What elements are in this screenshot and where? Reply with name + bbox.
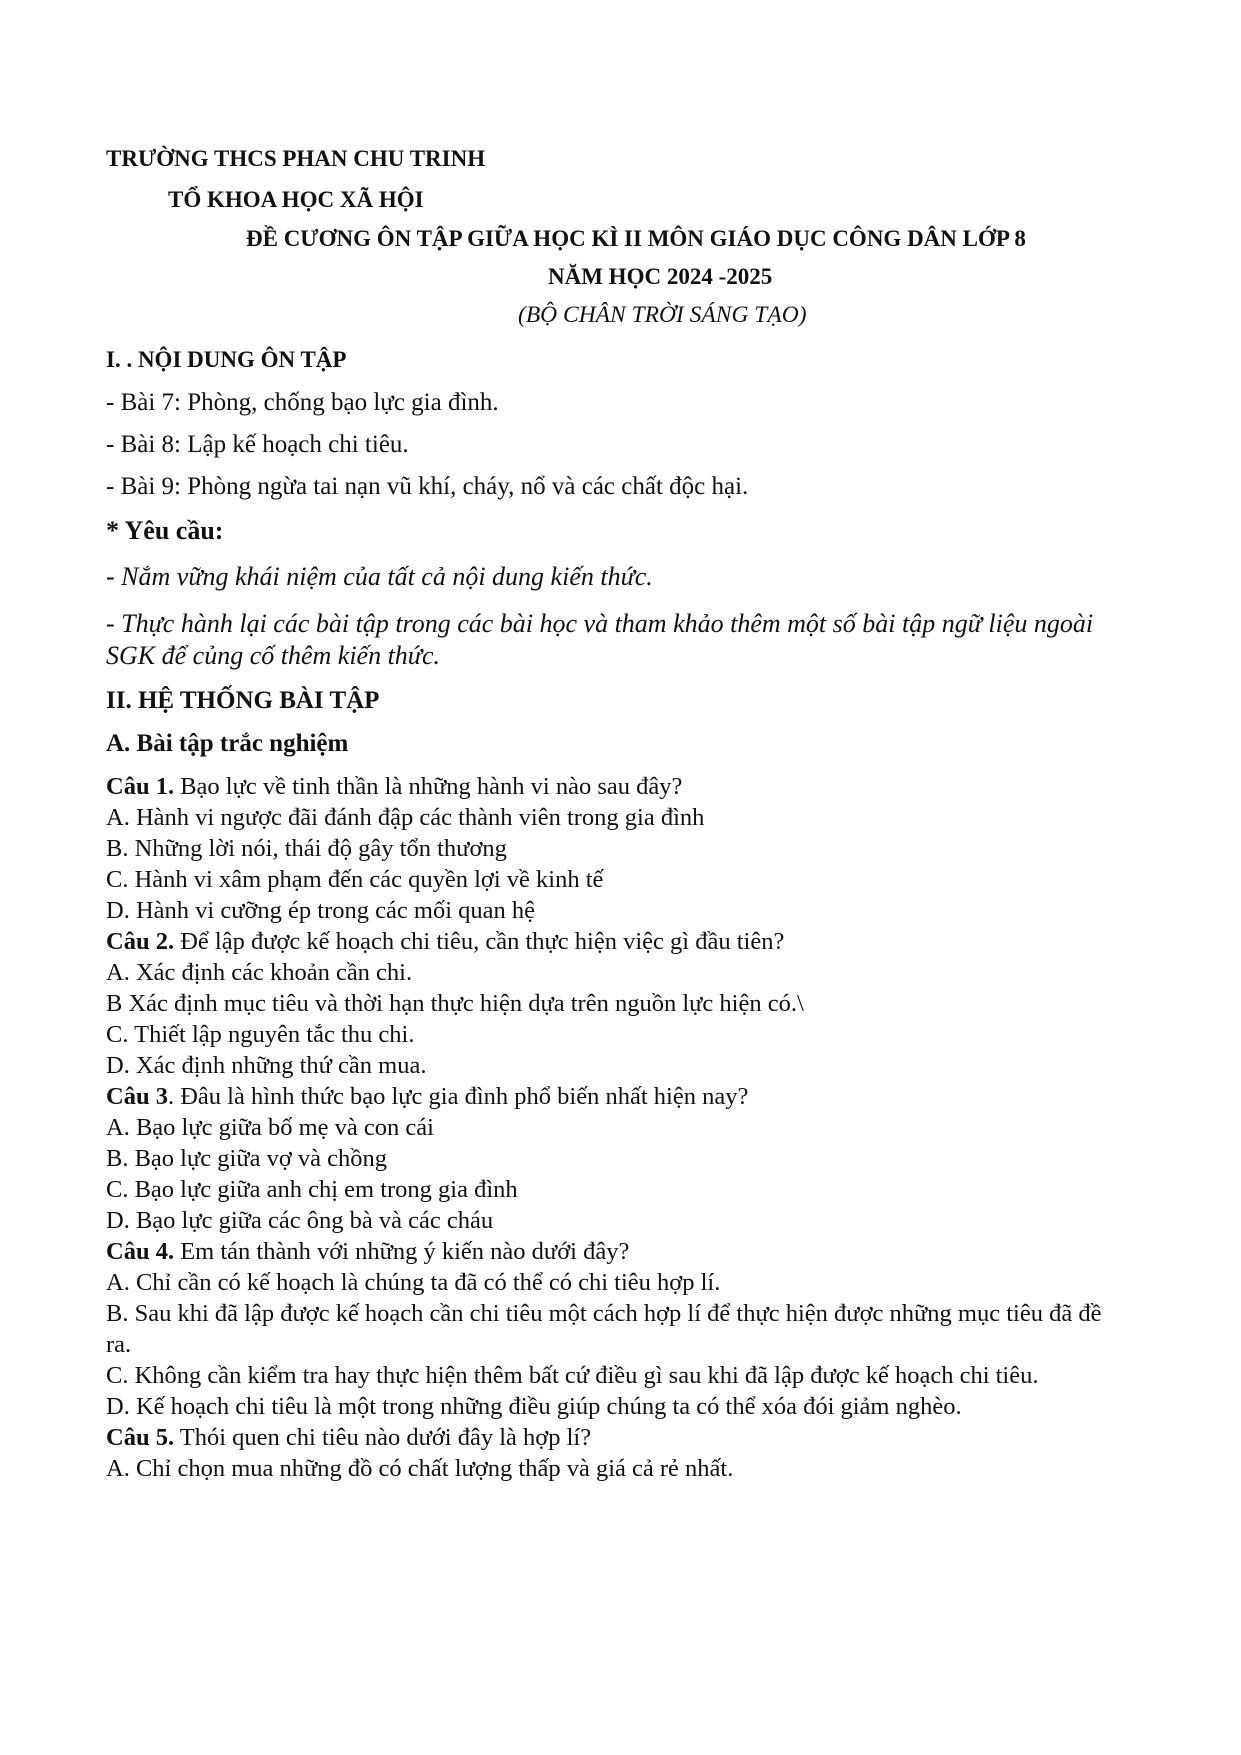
school-year: NĂM HỌC 2024 -2025 [548,264,773,289]
document-title: ĐỀ CƯƠNG ÔN TẬP GIỮA HỌC KÌ II MÔN GIÁO DỤC CÔNG DÂN LỚP 8 [246,226,1026,251]
question-3 [106,1082,748,1112]
question-label: Câu 3 [106,1083,168,1110]
answer-option: D. Xác định những thứ cần mua. [106,1052,427,1079]
textbook-series: (BỘ CHÂN TRỜI SÁNG TẠO) [518,302,807,328]
section2-heading: II. HỆ THỐNG BÀI TẬP [106,687,380,714]
requirement-item: - Nắm vững khái niệm của tất cả nội dung kiến thức. [106,562,653,591]
answer-option: B Xác định mục tiêu và thời hạn thực hiện dựa trên nguồn lực hiện có.\ [106,990,804,1017]
answer-option: A. Hành vi ngược đãi đánh đập các thành viên trong gia đình [106,804,705,831]
question-1 [106,772,682,802]
answer-option: D. Kế hoạch chi tiêu là một trong những điều giúp chúng ta có thể xóa đói giảm nghèo. [106,1393,962,1420]
question-text: Thói quen chi tiêu nào dưới đây là hợp lí? [174,1424,592,1451]
question-text: Em tán thành với những ý kiến nào dưới đây? [174,1238,630,1265]
answer-option: C. Hành vi xâm phạm đến các quyền lợi về kinh tế [106,866,604,893]
requirement-item-continued: SGK để củng cố thêm kiến thức. [106,641,441,670]
answer-option: D. Hành vi cưỡng ép trong các mối quan hệ [106,897,536,924]
question-5 [106,1423,591,1453]
answer-option: D. Bạo lực giữa các ông bà và các cháu [106,1207,494,1234]
answer-option: C. Không cần kiểm tra hay thực hiện thêm bất cứ điều gì sau khi đã lập được kế hoạch chi tiêu. [106,1362,1039,1389]
answer-option-continued: ra. [106,1331,132,1358]
question-2 [106,927,784,957]
question-4 [106,1237,629,1267]
requirements-heading: * Yêu cầu: [106,516,224,545]
answer-option: B. Những lời nói, thái độ gây tổn thương [106,835,507,862]
school-name: TRƯỜNG THCS PHAN CHU TRINH [106,146,486,171]
lesson-item: - Bài 8: Lập kế hoạch chi tiêu. [106,431,409,458]
question-text: Để lập được kế hoạch chi tiêu, cần thực hiện việc gì đầu tiên? [174,928,785,955]
answer-option: B. Sau khi đã lập được kế hoạch cần chi tiêu một cách hợp lí để thực hiện được những mục tiêu đã đề [106,1300,1102,1327]
answer-option: B. Bạo lực giữa vợ và chồng [106,1145,388,1172]
answer-option: A. Xác định các khoản cần chi. [106,959,413,986]
question-label: Câu 2. [106,928,175,955]
requirement-item: - Thực hành lại các bài tập trong các bài học và tham khảo thêm một số bài tập ngữ liệu ngoài [106,609,1094,638]
department-name: TỔ KHOA HỌC XÃ HỘI [168,187,424,212]
question-text: . Đâu là hình thức bạo lực gia đình phổ biến nhất hiện nay? [167,1083,749,1110]
question-label: Câu 4. [106,1238,175,1265]
section1-heading: I. . NỘI DUNG ÔN TẬP [106,347,347,372]
answer-option: A. Chỉ chọn mua những đồ có chất lượng thấp và giá cả rẻ nhất. [106,1455,734,1482]
question-label: Câu 5. [106,1424,175,1451]
lesson-item: - Bài 7: Phòng, chống bạo lực gia đình. [106,389,499,416]
answer-option: A. Chỉ cần có kế hoạch là chúng ta đã có thể có chi tiêu hợp lí. [106,1269,721,1296]
exercise-subheading: A. Bài tập trắc nghiệm [106,730,349,757]
question-text: Bạo lực về tinh thần là những hành vi nào sau đây? [174,773,683,800]
answer-option: C. Bạo lực giữa anh chị em trong gia đình [106,1176,518,1203]
answer-option: C. Thiết lập nguyên tắc thu chi. [106,1021,415,1048]
lesson-item: - Bài 9: Phòng ngừa tai nạn vũ khí, cháy, nổ và các chất độc hại. [106,473,749,500]
answer-option: A. Bạo lực giữa bố mẹ và con cái [106,1114,434,1141]
question-label: Câu 1. [106,773,175,800]
